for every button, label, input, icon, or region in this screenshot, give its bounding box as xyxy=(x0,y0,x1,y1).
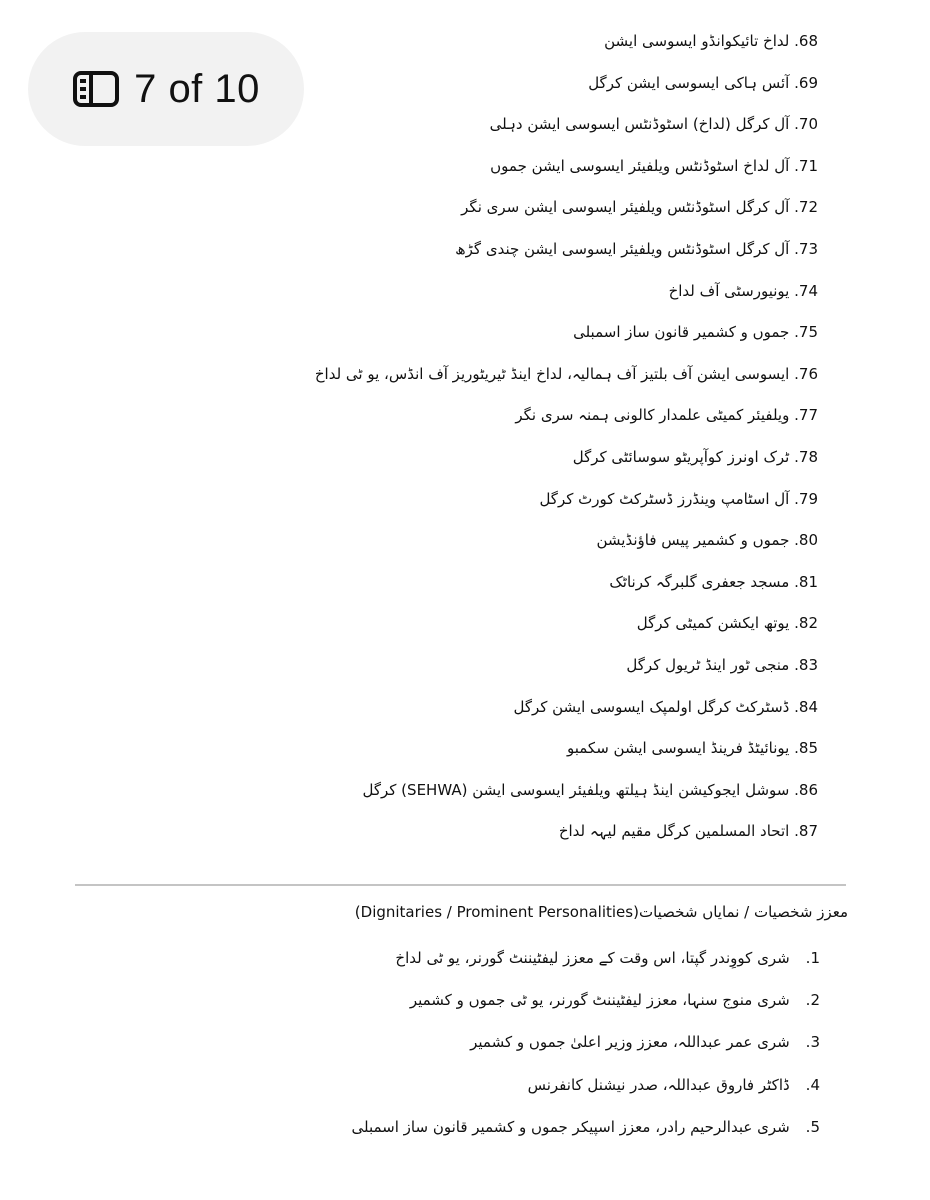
list-item: 74. یونیورسٹی آف لداخ xyxy=(668,281,818,300)
dignitaries-heading: معزز شخصیات / نمایاں شخصیات(Dignitaries / Prominent Personalities) xyxy=(354,903,848,921)
list-item: 87. اتحاد المسلمین کرگل مقیم لیہہ لداخ xyxy=(558,822,818,841)
list-item: 4.ڈاکٹر فاروق عبداللہ، صدر نیشنل کانفرنس xyxy=(527,1075,820,1094)
list-item: 3.شری عمر عبداللہ، معزز وزیر اعلیٰ جموں و کشمیر xyxy=(470,1033,820,1052)
list-item: 75. جموں و کشمیر قانون ساز اسمبلی xyxy=(573,323,818,342)
dignitaries-list xyxy=(352,943,820,1154)
list-item: 69. آئس ہاکی ایسوسی ایشن کرگل xyxy=(588,73,818,92)
list-item: 71. آل لداخ اسٹوڈنٹس ویلفیئر ایسوسی ایشن جموں xyxy=(490,156,818,175)
list-item: 84. ڈسٹرکٹ کرگل اولمپک ایسوسی ایشن کرگل xyxy=(513,697,818,716)
list-item: 70. آل کرگل (لداخ) اسٹوڈنٹس ایسوسی ایشن دہلی xyxy=(489,115,818,134)
list-item: 78. ٹرک اونرز کوآپریٹو سوسائٹی کرگل xyxy=(572,447,818,466)
page-indicator-badge xyxy=(28,32,304,146)
list-item: 85. یونائیٹڈ فرینڈ ایسوسی ایشن سکمبو xyxy=(566,739,818,758)
list-item: 82. یوتھ ایکشن کمیٹی کرگل xyxy=(636,614,818,633)
list-item: 68. لداخ تائیکوانڈو ایسوسی ایشن xyxy=(604,32,818,50)
list-item: 2.شری منوج سنہا، معزز لیفٹیننٹ گورنر، یو ٹی جموں و کشمیر xyxy=(409,991,820,1010)
list-item: 72. آل کرگل اسٹوڈنٹس ویلفیئر ایسوسی ایشن سری نگر xyxy=(461,198,818,217)
list-item: 76. ایسوسی ایشن آف بلتیز آف ہمالیہ، لداخ اینڈ ٹیریٹوریز آف انڈس، یو ٹی لداخ xyxy=(314,364,818,383)
list-item: 1.شری کووِندر گپتا، اس وقت کے معزز لیفٹیننٹ گورنر، یو ٹی لداخ xyxy=(395,949,820,967)
list-item: 77. ویلفیئر کمیٹی علمدار کالونی ہمنہ سری نگر xyxy=(515,406,818,425)
list-item: 79. آل اسٹامپ وینڈرز ڈسٹرکٹ کورٹ کرگل xyxy=(539,489,818,508)
list-item: 73. آل کرگل اسٹوڈنٹس ویلفیئر ایسوسی ایشن چندی گڑھ xyxy=(455,239,818,258)
list-item: 5.شری عبدالرحیم رادر، معزز اسپیکر جموں و کشمیر قانون ساز اسمبلی xyxy=(351,1117,820,1136)
list-item: 86. سوشل ایجوکیشن اینڈ ہیلتھ ویلفیئر ایسوسی ایشن (SEHWA) کرگل xyxy=(362,780,818,799)
document-pages-icon xyxy=(72,70,120,108)
page-indicator-label: 7 of 10 xyxy=(134,66,260,111)
list-item: 81. مسجد جعفری گلبرگہ کرناٹک xyxy=(609,572,818,591)
list-item: 80. جموں و کشمیر پیس فاؤنڈیشن xyxy=(596,531,818,550)
organizations-list xyxy=(315,26,818,858)
list-item: 83. منجی ٹور اینڈ ٹریول کرگل xyxy=(626,655,818,674)
section-divider xyxy=(75,884,846,886)
